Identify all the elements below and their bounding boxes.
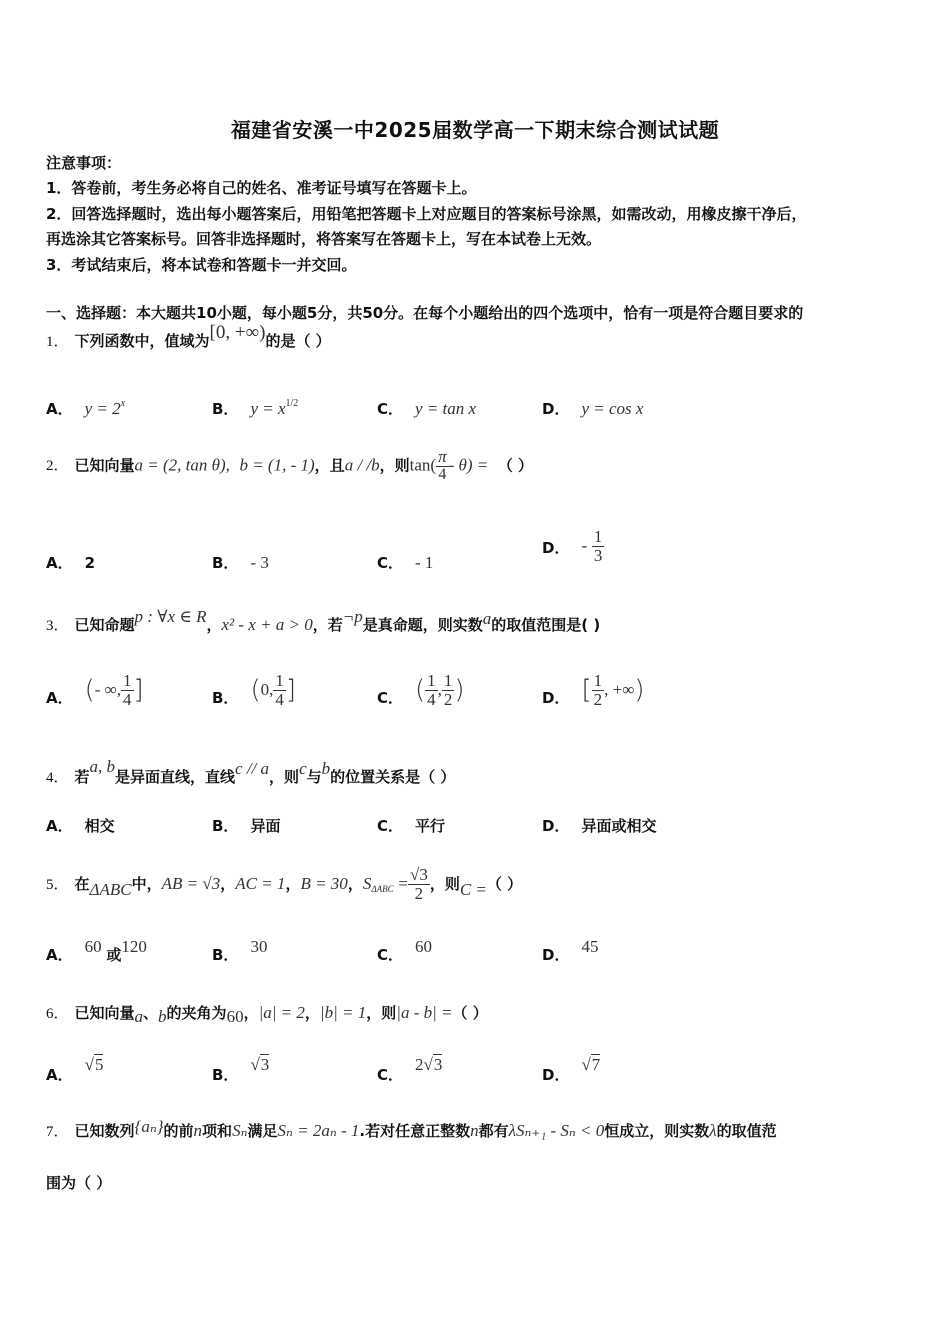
q3-option-a[interactable]: A． (- ∞, $\frac{1}{4}$ ] [46,671,144,709]
question-number: 3． [46,618,69,634]
question-7: 7． 已知数列{aₙ}的前n项和Sₙ满足Sₙ = 2aₙ - 1.若对任意正整数n都有λSₙ₊₁ - Sₙ < 0恒成立，则实数λ的取值范 [46,1117,777,1140]
notice-item-3: 3．考试结束后，将本试卷和答题卡一并交回。 [46,256,357,274]
question-3: 3． 已知命题p : ∀x ∈ R，x² - x + a > 0，若¬p是真命题，则实数a的取值范围是( ) [46,607,601,634]
question-number: 5． [46,876,69,893]
q1-option-c[interactable]: C． y = tan x [377,399,477,418]
notice-item-2: 2．回答选择题时，选出每小题答案后，用铅笔把答题卡上对应题目的答案标号涂黑，如需改动，用橡皮擦干净后， [46,205,807,223]
q3-option-b[interactable]: B． (0, $\frac{1}{4}$ ] [212,671,296,709]
q5-option-d[interactable]: D． 45 [542,937,599,964]
q2-option-b[interactable]: B． - 3 [212,553,269,572]
q2-option-d[interactable]: D． - $\frac{1}{3}$ [542,527,603,565]
page-title: 福建省安溪一中2025届数学高一下期末综合测试试题 [230,118,720,142]
question-5: 5． 在ΔABC中，AB = √3，AC = 1，B = 30，$S_{\Delta ABC}$ = $\frac{√3}{2}$ ，则C =（ ） [46,865,523,903]
q6-option-d[interactable]: D．√7 [542,1055,601,1084]
q4-option-c[interactable]: C． 平行 [377,817,446,835]
q1-option-d[interactable]: D． y = cos x [542,399,644,418]
notice-heading: 注意事项： [46,154,122,172]
q4-option-a[interactable]: A． 相交 [46,817,115,835]
notice-item-2-cont: 再选涂其它答案标号。回答非选择题时，将答案写在答题卡上，写在本试卷上无效。 [46,230,602,248]
q4-option-d[interactable]: D． 异面或相交 [542,817,657,835]
q2-option-a[interactable]: A． 2 [46,554,96,572]
range-expression: [0, +∞) [209,322,266,343]
question-number: 4． [46,770,69,786]
q6-option-c[interactable]: C．2√3 [377,1055,443,1084]
question-number: 6． [46,1006,69,1022]
question-1: 1． 下列函数中，值域为[0, +∞)的是（ ） [46,322,331,350]
notice-item-1: 1．答卷前，考生务必将自己的姓名、准考证号填写在答题卡上。 [46,179,477,197]
question-7-cont: 围为（ ） [46,1174,112,1192]
section-heading: 一、选择题：本大题共10小题，每小题5分，共50分。在每个小题给出的四个选项中，恰有一项是符合题目要求的 [46,304,804,322]
q1-option-a[interactable]: A． $y = 2^x$ [46,398,126,418]
question-4: 4． 若a, b是异面直线，直线c // a，则c与b的位置关系是（ ） [46,757,456,786]
q2-option-c[interactable]: C． - 1 [377,553,434,572]
q3-option-c[interactable]: C． ( $\frac{1}{4}$ , $\frac{1}{2}$ ) [377,671,465,709]
question-number: 2． [46,458,69,475]
q6-option-a[interactable]: A．√5 [46,1055,104,1084]
q5-option-b[interactable]: B． 30 [212,937,268,964]
q3-option-d[interactable]: D． [ $\frac{1}{2}$ , +∞) [542,671,645,709]
question-number: 1． [46,334,69,350]
question-2: 2． 已知向量a = (2, tan θ), b = (1, - 1)，且a / /b，则tan( $\frac{\pi}{4}$ - θ) = （ ） [46,447,534,483]
q6-option-b[interactable]: B．√3 [212,1055,270,1084]
question-6: 6． 已知向量a、b的夹角为60，|a| = 2，|b| = 1，则|a - b| =（ ） [46,1003,488,1026]
q4-option-b[interactable]: B． 异面 [212,817,281,835]
q1-option-b[interactable]: B． $y = x^{1/2}$ [212,398,299,418]
q5-option-c[interactable]: C． 60 [377,937,433,964]
question-number: 7． [46,1124,69,1140]
q5-option-a[interactable]: A． 60 或120 [46,937,147,964]
